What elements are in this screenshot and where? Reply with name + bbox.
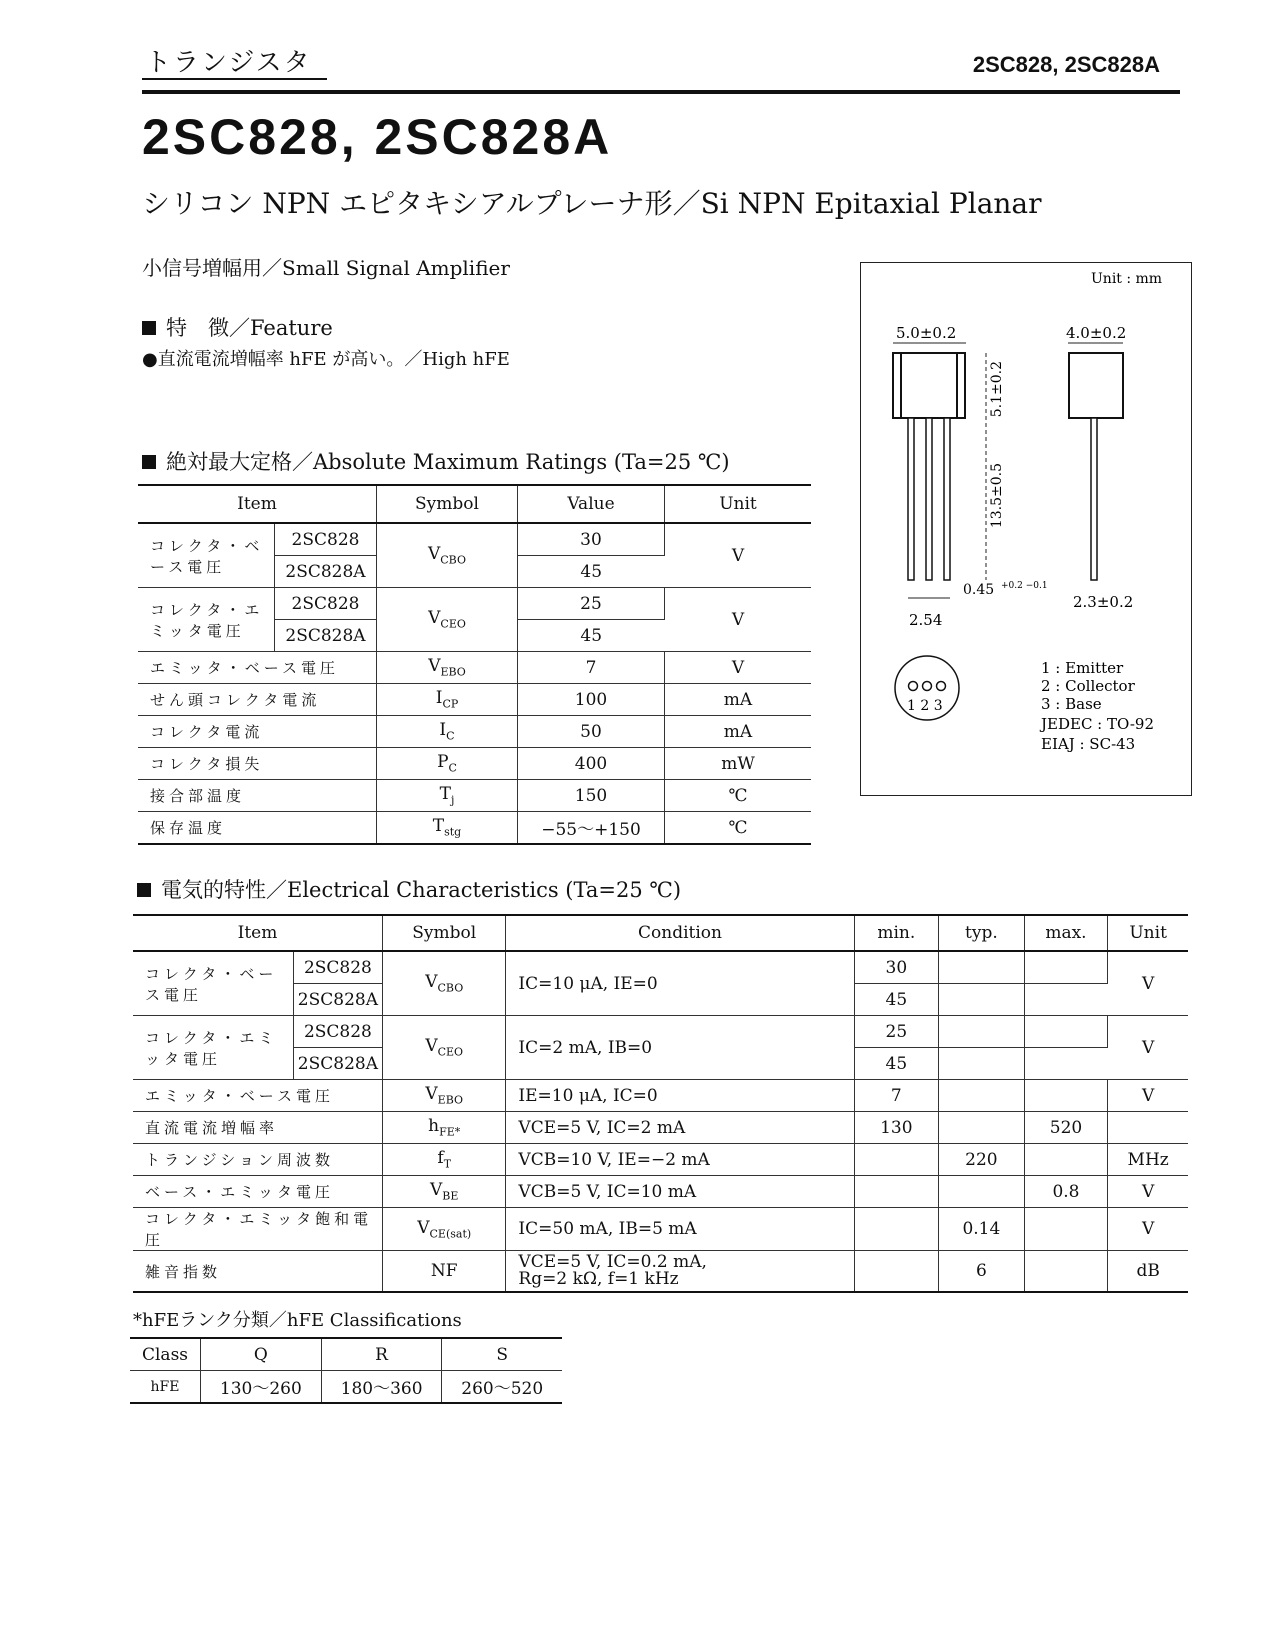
- typ-cell: 6: [939, 1251, 1025, 1293]
- max-cell: [1024, 951, 1108, 984]
- jedec-label: JEDEC : TO-92: [1041, 715, 1155, 733]
- typ-cell: [939, 951, 1025, 984]
- unit-cell: V: [1108, 951, 1188, 1016]
- dim-lead-length: 13.5±0.5: [989, 463, 1005, 529]
- col-header-s: S: [442, 1338, 562, 1371]
- usage-line: 小信号増幅用／Small Signal Amplifier: [142, 256, 510, 280]
- pin-2-label: 2 : Collector: [1041, 677, 1135, 695]
- lead-3: [944, 418, 950, 580]
- symbol-cell: $V_{EBO}$: [377, 652, 518, 684]
- col-header-item: Item: [133, 915, 383, 951]
- header-part-numbers: 2SC828, 2SC828A: [972, 52, 1160, 77]
- typ-cell: [939, 1112, 1025, 1144]
- min-cell: 25: [854, 1016, 939, 1048]
- col-header-max: max.: [1024, 915, 1108, 951]
- unit-cell: MHz: [1108, 1144, 1188, 1176]
- min-cell: 30: [854, 951, 939, 984]
- elec-heading: 電気的特性／Electrical Characteristics (Ta=25 ℃): [137, 874, 681, 904]
- pin-1-label: 1 : Emitter: [1041, 659, 1124, 677]
- unit-cell: [1108, 1112, 1188, 1144]
- table-row: [138, 652, 811, 684]
- value-cell: 45: [518, 620, 665, 652]
- feature-heading: 特 徴／Feature: [142, 312, 333, 342]
- value-cell: 50: [518, 716, 665, 748]
- variant-label: 2SC828A: [293, 984, 382, 1016]
- variant-label: 2SC828: [275, 523, 377, 556]
- unit-cell: ℃: [665, 812, 812, 845]
- symbol-cell: $V_{CE(sat)}$: [383, 1208, 506, 1251]
- col-header-condition: Condition: [506, 915, 854, 951]
- package-outline-panel: [860, 262, 1192, 796]
- feature-bullet: ●直流電流増幅率 hFE が高い。／High hFE: [142, 349, 510, 370]
- typ-cell: [939, 1048, 1025, 1080]
- item-label: コレクタ・ベース電圧: [138, 523, 275, 588]
- max-cell: [1024, 1016, 1108, 1048]
- value-cell: 7: [518, 652, 665, 684]
- unit-cell: mA: [665, 716, 812, 748]
- pin-2-dot: [923, 682, 932, 691]
- condition-cell: VCE=5 V, IC=0.2 mA, Rg=2 kΩ, f=1 kHz: [506, 1251, 854, 1293]
- pin-3-label: 3 : Base: [1041, 695, 1102, 713]
- typ-cell: [939, 1080, 1025, 1112]
- table-row: [133, 1208, 1188, 1251]
- unit-cell: mW: [665, 748, 812, 780]
- value-cell: 45: [518, 556, 665, 588]
- table-row: [138, 684, 811, 716]
- row-label: hFE: [130, 1371, 201, 1404]
- lead-2: [926, 418, 932, 580]
- dim-lead-width-tol: +0.2 −0.1: [1001, 581, 1048, 591]
- typ-cell: [939, 1016, 1025, 1048]
- min-cell: 45: [854, 984, 939, 1016]
- table-row: [133, 1144, 1188, 1176]
- symbol-cell: $V_{CBO}$: [377, 523, 518, 588]
- col-header-class: Class: [130, 1338, 201, 1371]
- square-bullet-icon: [142, 455, 156, 469]
- elec-char-table: [133, 914, 1188, 1293]
- symbol-cell: $h_{FE*}$: [383, 1112, 506, 1144]
- table-row: [130, 1371, 562, 1404]
- value-cell: 30: [518, 523, 665, 556]
- symbol-cell: NF: [383, 1251, 506, 1293]
- min-cell: 45: [854, 1048, 939, 1080]
- header-category: トランジスタ: [145, 48, 312, 78]
- min-cell: 7: [854, 1080, 939, 1112]
- unit-cell: V: [1108, 1016, 1188, 1080]
- value-cell: 150: [518, 780, 665, 812]
- item-label: コレクタ・エミッタ飽和電圧: [133, 1208, 383, 1251]
- min-cell: 130: [854, 1112, 939, 1144]
- col-header-r: R: [321, 1338, 442, 1371]
- item-label: エミッタ・ベース電圧: [138, 652, 377, 684]
- package-body-front: [893, 353, 965, 418]
- item-label: コレクタ・エミッタ電圧: [133, 1016, 293, 1080]
- unit-cell: V: [665, 588, 812, 652]
- table-row: [133, 951, 1188, 984]
- min-cell: [854, 1176, 939, 1208]
- table-row: [138, 748, 811, 780]
- condition-cell: VCE=5 V, IC=2 mA: [506, 1112, 854, 1144]
- header-underline: [142, 78, 327, 80]
- dim-body-height: 5.1±0.2: [989, 361, 1005, 418]
- classification-heading: *hFEランク分類／hFE Classifications: [133, 1310, 462, 1331]
- typ-cell: 0.14: [939, 1208, 1025, 1251]
- max-cell: [1024, 1144, 1108, 1176]
- col-header-symbol: Symbol: [377, 485, 518, 523]
- condition-cell: IC=2 mA, IB=0: [506, 1016, 854, 1080]
- condition-cell: IC=50 mA, IB=5 mA: [506, 1208, 854, 1251]
- dim-depth: 4.0±0.2: [1066, 324, 1127, 342]
- variant-label: 2SC828: [293, 1016, 382, 1048]
- col-header-q: Q: [201, 1338, 322, 1371]
- symbol-cell: $V_{BE}$: [383, 1176, 506, 1208]
- class-value-q: 130～260: [201, 1371, 322, 1404]
- abs-max-heading: 絶対最大定格／Absolute Maximum Ratings (Ta=25 ℃): [142, 446, 730, 476]
- pin-3-dot: [937, 682, 946, 691]
- item-label: トランジション周波数: [133, 1144, 383, 1176]
- value-cell: 400: [518, 748, 665, 780]
- value-cell: 100: [518, 684, 665, 716]
- value-cell: 25: [518, 588, 665, 620]
- lead-side: [1091, 418, 1097, 580]
- table-row: [138, 523, 811, 556]
- table-row: [133, 1016, 1188, 1048]
- col-header-symbol: Symbol: [383, 915, 506, 951]
- min-cell: [854, 1251, 939, 1293]
- variant-label: 2SC828: [293, 951, 382, 984]
- col-header-item: Item: [138, 485, 377, 523]
- symbol-cell: $f_T$: [383, 1144, 506, 1176]
- table-row: [138, 780, 811, 812]
- unit-cell: V: [1108, 1208, 1188, 1251]
- package-drawing: [861, 263, 1191, 795]
- header-rule: [142, 90, 1180, 94]
- eiaj-label: EIAJ : SC-43: [1041, 735, 1136, 753]
- classification-table: [130, 1337, 562, 1404]
- variant-label: 2SC828: [275, 588, 377, 620]
- variant-label: 2SC828A: [293, 1048, 382, 1080]
- class-value-s: 260～520: [442, 1371, 562, 1404]
- symbol-cell: $T_j$: [377, 780, 518, 812]
- max-cell: [1024, 1208, 1108, 1251]
- col-header-unit: Unit: [1108, 915, 1188, 951]
- dim-lead-thickness: 2.3±0.2: [1073, 593, 1134, 611]
- item-label: 雑音指数: [133, 1251, 383, 1293]
- variant-label: 2SC828A: [275, 556, 377, 588]
- symbol-cell: $V_{CBO}$: [383, 951, 506, 1016]
- item-label: 接合部温度: [138, 780, 377, 812]
- page-title: 2SC828, 2SC828A: [142, 109, 613, 165]
- max-cell: [1024, 984, 1108, 1016]
- condition-cell: VCB=10 V, IE=−2 mA: [506, 1144, 854, 1176]
- item-label: 保存温度: [138, 812, 377, 845]
- value-cell: −55～+150: [518, 812, 665, 845]
- table-row: [133, 1176, 1188, 1208]
- symbol-cell: $P_C$: [377, 748, 518, 780]
- item-label: せん頭コレクタ電流: [138, 684, 377, 716]
- dim-width: 5.0±0.2: [896, 324, 957, 342]
- col-header-min: min.: [854, 915, 939, 951]
- table-row: [133, 1251, 1188, 1293]
- condition-cell: IC=10 μA, IE=0: [506, 951, 854, 1016]
- max-cell: [1024, 1080, 1108, 1112]
- package-body-side: [1069, 353, 1123, 418]
- variant-label: 2SC828A: [275, 620, 377, 652]
- square-bullet-icon: [137, 883, 151, 897]
- condition-cell: VCB=5 V, IC=10 mA: [506, 1176, 854, 1208]
- symbol-cell: $I_C$: [377, 716, 518, 748]
- symbol-cell: $V_{CEO}$: [377, 588, 518, 652]
- typ-cell: [939, 1176, 1025, 1208]
- item-label: 直流電流増幅率: [133, 1112, 383, 1144]
- page-subtitle: シリコン NPN エピタキシアルプレーナ形／Si NPN Epitaxial Planar: [142, 187, 1042, 220]
- pin-1-dot: [909, 682, 918, 691]
- dim-pitch: 2.54: [909, 611, 943, 629]
- col-header-value: Value: [518, 485, 665, 523]
- table-row: [133, 1080, 1188, 1112]
- max-cell: 520: [1024, 1112, 1108, 1144]
- class-value-r: 180～360: [321, 1371, 442, 1404]
- max-cell: [1024, 1251, 1108, 1293]
- unit-cell: V: [1108, 1176, 1188, 1208]
- lead-1: [908, 418, 914, 580]
- symbol-cell: $T_{stg}$: [377, 812, 518, 845]
- item-label: コレクタ・エミッタ電圧: [138, 588, 275, 652]
- symbol-cell: $I_{CP}$: [377, 684, 518, 716]
- item-label: ベース・エミッタ電圧: [133, 1176, 383, 1208]
- unit-cell: V: [665, 652, 812, 684]
- unit-cell: mA: [665, 684, 812, 716]
- symbol-cell: $V_{EBO}$: [383, 1080, 506, 1112]
- item-label: エミッタ・ベース電圧: [133, 1080, 383, 1112]
- abs-max-table: [138, 484, 811, 845]
- unit-cell: V: [1108, 1080, 1188, 1112]
- item-label: コレクタ・ベース電圧: [133, 951, 293, 1016]
- col-header-unit: Unit: [665, 485, 812, 523]
- max-cell: 0.8: [1024, 1176, 1108, 1208]
- table-row: [138, 716, 811, 748]
- dim-lead-width: 0.45: [963, 582, 995, 598]
- min-cell: [854, 1144, 939, 1176]
- pin-numbers: 1 2 3: [907, 698, 943, 714]
- typ-cell: 220: [939, 1144, 1025, 1176]
- condition-cell: IE=10 μA, IC=0: [506, 1080, 854, 1112]
- max-cell: [1024, 1048, 1108, 1080]
- item-label: コレクタ電流: [138, 716, 377, 748]
- unit-label: Unit : mm: [1091, 271, 1163, 287]
- unit-cell: ℃: [665, 780, 812, 812]
- col-header-typ: typ.: [939, 915, 1025, 951]
- unit-cell: dB: [1108, 1251, 1188, 1293]
- square-bullet-icon: [142, 321, 156, 335]
- unit-cell: V: [665, 523, 812, 588]
- min-cell: [854, 1208, 939, 1251]
- table-row: [138, 812, 811, 845]
- item-label: コレクタ損失: [138, 748, 377, 780]
- typ-cell: [939, 984, 1025, 1016]
- table-row: [138, 588, 811, 620]
- symbol-cell: $V_{CEO}$: [383, 1016, 506, 1080]
- table-row: [133, 1112, 1188, 1144]
